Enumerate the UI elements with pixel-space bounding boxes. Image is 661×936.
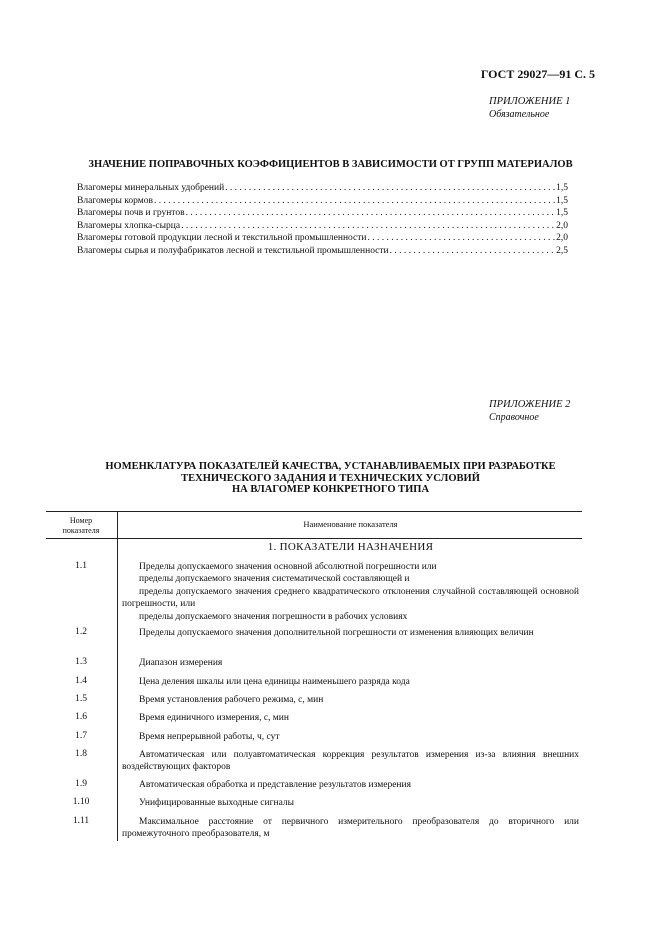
title-line: ТЕХНИЧЕСКОГО ЗАДАНИЯ И ТЕХНИЧЕСКИХ УСЛОВИЙ: [181, 472, 480, 484]
coefficient-row: [77, 246, 568, 259]
table-column-divider: [117, 511, 118, 841]
appendix2-status: Справочное: [489, 412, 539, 423]
coefficient-value: 2,0: [556, 233, 568, 244]
coefficient-row: [77, 196, 568, 209]
table-header-rule: [46, 538, 582, 539]
table-top-rule: [46, 511, 582, 512]
row-number: 1.9: [75, 779, 87, 789]
standard-header: ГОСТ 29027—91 С. 5: [480, 67, 595, 81]
row-number: 1.5: [75, 694, 87, 704]
row-number: 1.6: [75, 712, 87, 722]
coefficient-row: [77, 208, 568, 221]
row-number: 1.10: [72, 797, 90, 807]
row-number: 1.3: [75, 657, 87, 667]
coefficient-name: Влагомеры кормов: [77, 195, 153, 206]
row-number: 1.2: [75, 627, 87, 637]
coefficient-value: 1,5: [556, 208, 568, 219]
title-line: НОМЕНКЛАТУРА ПОКАЗАТЕЛЕЙ КАЧЕСТВА, УСТАНАВЛИВАЕМЫХ ПРИ РАЗРАБОТКЕ: [105, 461, 556, 472]
coefficient-row: [77, 233, 568, 246]
coefficient-value: 2,5: [556, 245, 568, 256]
row-number: 1.4: [75, 676, 87, 686]
appendix1-status: Обязательное: [489, 109, 550, 120]
column-header-number: Номер показателя: [62, 516, 100, 535]
coefficient-list: [77, 183, 568, 259]
coefficient-row: [77, 221, 568, 234]
coefficient-value: 1,5: [556, 195, 568, 206]
appendix2-title: ПРИЛОЖЕНИЕ 2: [489, 399, 571, 410]
group-title: 1. ПОКАЗАТЕЛИ НАЗНАЧЕНИЯ: [267, 541, 434, 553]
column-header-name: Наименование показателя: [303, 519, 398, 529]
coefficient-name: Влагомеры хлопка-сырца: [77, 220, 181, 231]
row-number: 1.7: [75, 731, 87, 741]
row-text: Время непрерывной работы, ч, сут: [139, 732, 280, 742]
coefficient-value: 1,5: [556, 183, 568, 193]
row-text: Время единичного измерения, с, мин: [139, 713, 289, 723]
row-text: Унифицированные выходные сигналы: [139, 798, 295, 808]
coefficient-name: Влагомеры почв и грунтов: [77, 208, 185, 219]
appendix1-section-title: ЗНАЧЕНИЕ ПОПРАВОЧНЫХ КОЭФФИЦИЕНТОВ В ЗАВИСИМОСТИ ОТ ГРУПП МАТЕРИАЛОВ: [88, 159, 573, 170]
appendix1-title: ПРИЛОЖЕНИЕ 1: [489, 96, 571, 107]
row-text: Время установления рабочего режима, с, мин: [139, 695, 324, 705]
row-text: Цена деления шкалы или цена единицы наименьшего разряда кода: [139, 677, 410, 687]
row-text: Пределы допускаемого значения дополнительной погрешности от изменения влияющих величин: [139, 628, 534, 638]
row-number: 1.1: [75, 561, 87, 571]
appendix2-section-title: [0, 461, 661, 496]
row-text: Автоматическая обработка и представление результатов измерения: [139, 780, 411, 790]
row-text: Пределы допускаемого значения основной абсолютной погрешности или пределы допускаемого значения систематической составляющей и пределы допускаемого значения среднего квадратического отклонения случайной составляющей основной погрешности, или пределы допускаемого значения погрешности в рабочих условиях: [122, 562, 579, 622]
row-text: Диапазон измерения: [139, 658, 223, 668]
row-text: Автоматическая или полуавтоматическая коррекция результатов измерения из-за влияния внешних воздействующих факторов: [122, 750, 579, 773]
coefficient-row: [77, 183, 568, 196]
row-number: 1.11: [72, 816, 90, 826]
row-text: Максимальное расстояние от первичного измерительного преобразователя до вторичного или промежуточного преобразователя, м: [122, 817, 579, 840]
coefficient-name: Влагомеры готовой продукции лесной и текстильной промышленности: [77, 233, 367, 244]
title-line: НА ВЛАГОМЕР КОНКРЕТНОГО ТИПА: [231, 484, 430, 495]
coefficient-name: Влагомеры сырья и полуфабрикатов лесной и текстильной промышленности: [77, 245, 389, 256]
row-number: 1.8: [75, 749, 87, 759]
coefficient-value: 2,0: [556, 220, 568, 231]
coefficient-name: Влагомеры минеральных удобрений: [77, 183, 225, 193]
